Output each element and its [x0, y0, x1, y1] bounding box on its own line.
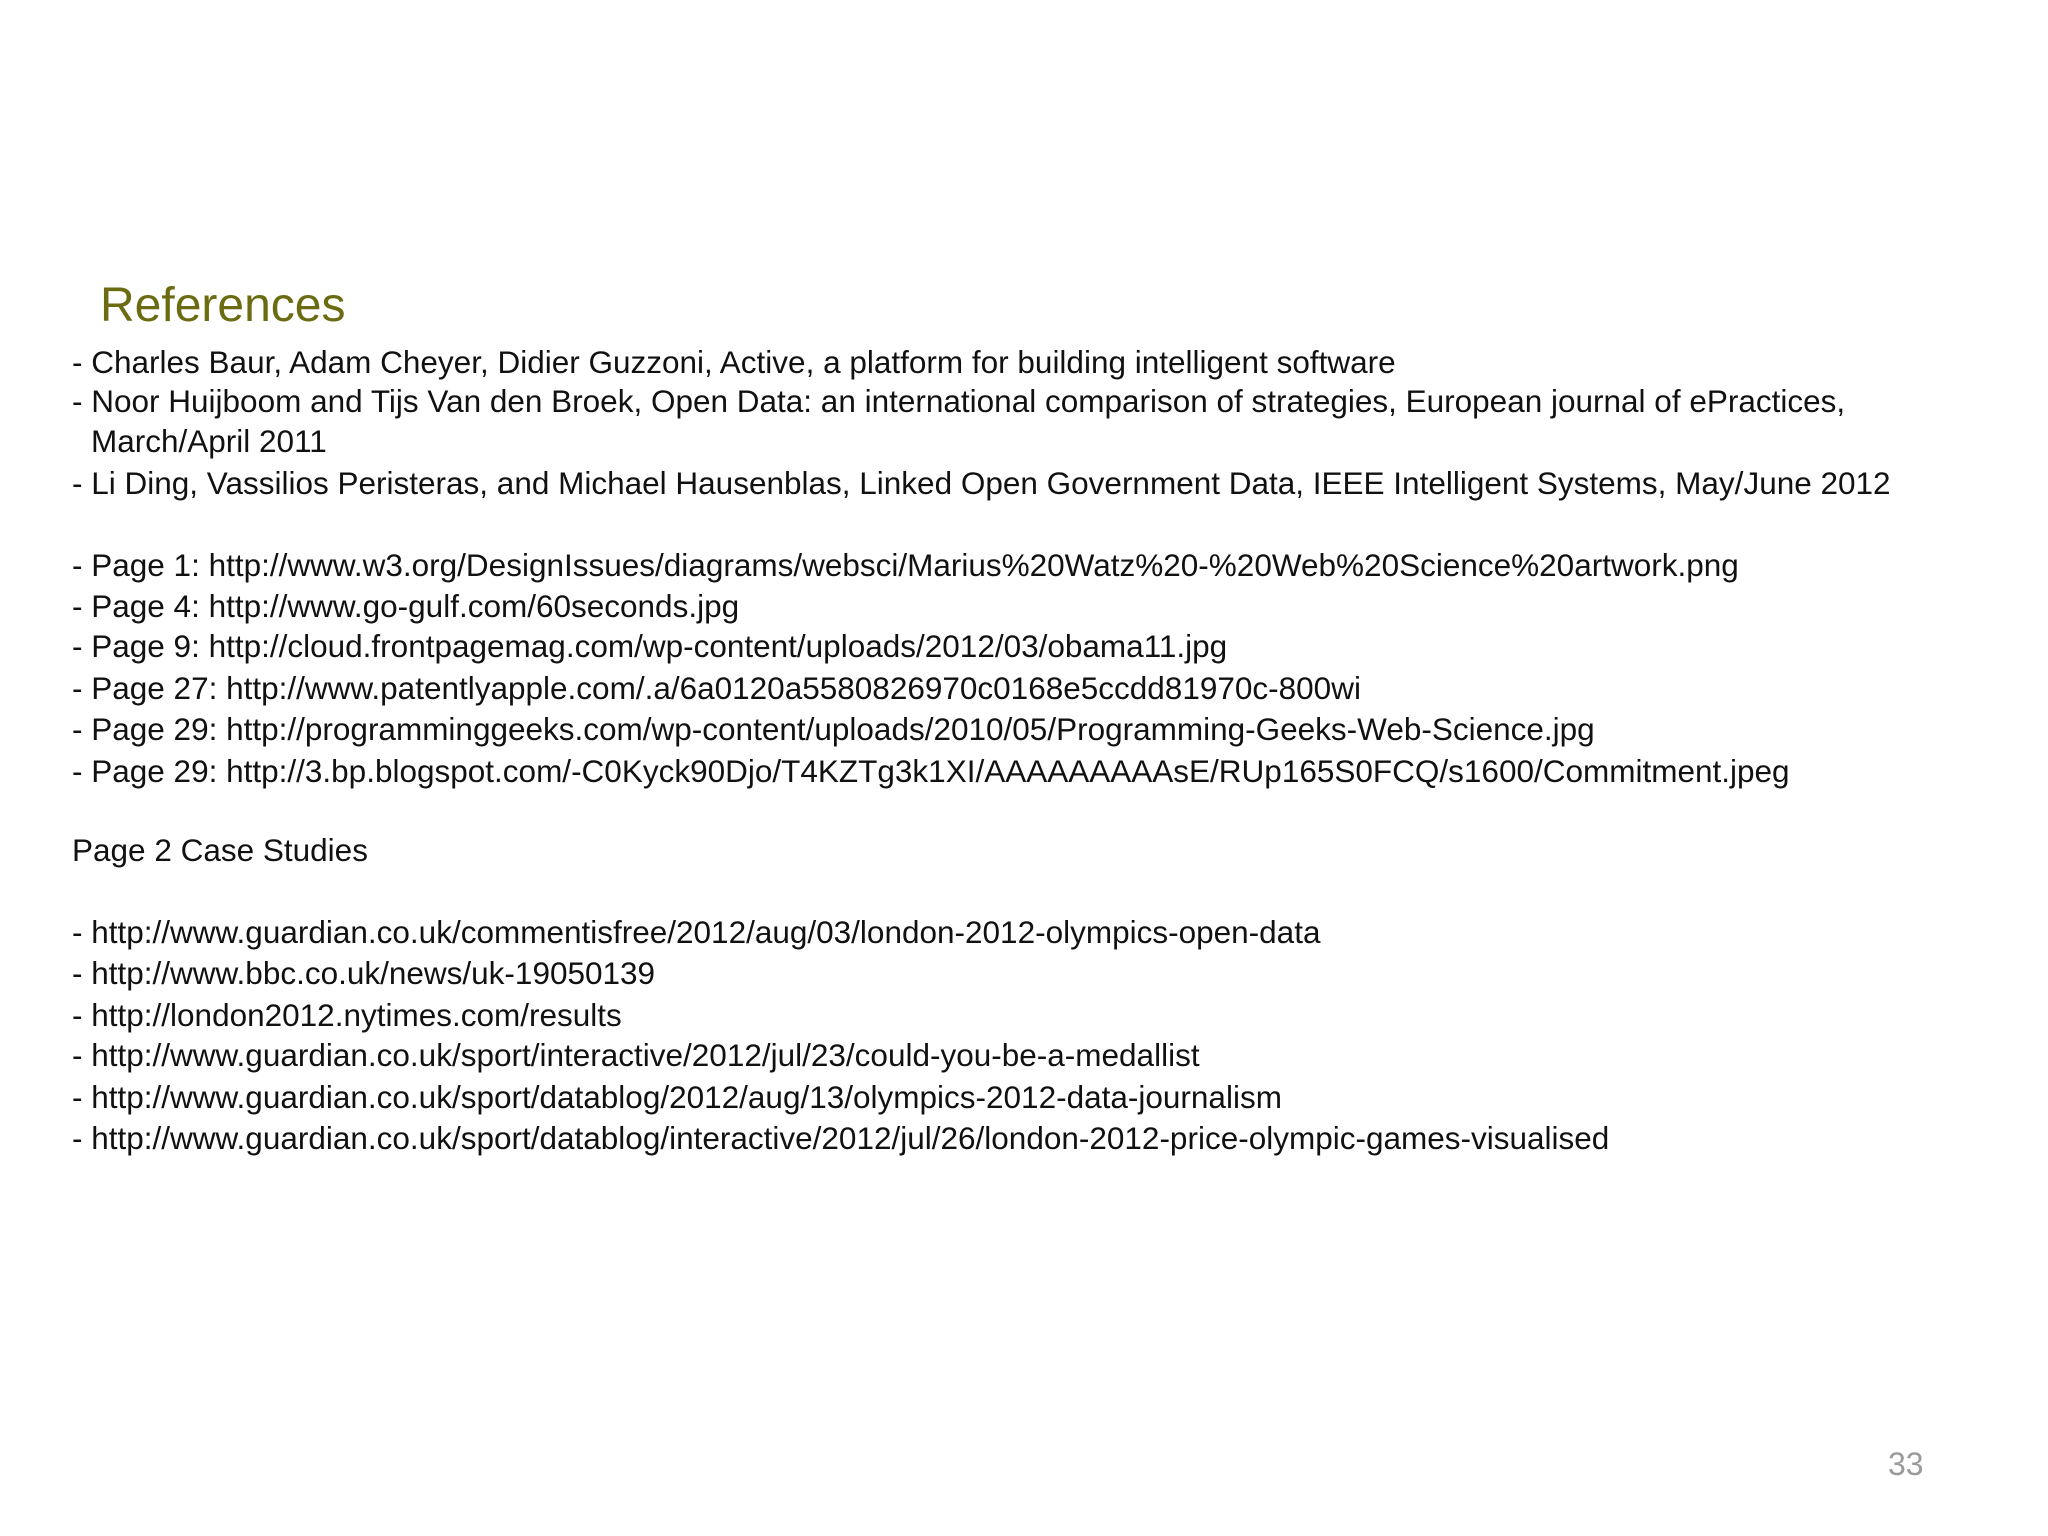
- case-study-link: - http://www.guardian.co.uk/sport/datablog/interactive/2012/jul/26/london-2012-price-olympic-games-visualised: [72, 1120, 1610, 1156]
- page-number: 33: [1888, 1446, 1924, 1482]
- image-source-item: - Page 27: http://www.patentlyapple.com/.a/6a0120a5580826970c0168e5ccdd81970c-800wi: [72, 670, 1361, 706]
- case-study-link: - http://www.bbc.co.uk/news/uk-19050139: [72, 955, 656, 991]
- slide-title: References: [100, 279, 346, 332]
- case-studies-heading: Page 2 Case Studies: [72, 832, 368, 868]
- image-source-item: - Page 29: http://3.bp.blogspot.com/-C0Kyck90Djo/T4KZTg3k1XI/AAAAAAAAAsE/RUp165S0FCQ/s1600/Commitment.jpeg: [72, 753, 1790, 789]
- case-study-link: - http://www.guardian.co.uk/sport/interactive/2012/jul/23/could-you-be-a-medallist: [72, 1037, 1200, 1073]
- reference-item: - Li Ding, Vassilios Peristeras, and Michael Hausenblas, Linked Open Government Data, IEEE Intelligent Systems, May/June 2012: [72, 465, 1891, 501]
- image-source-item: - Page 9: http://cloud.frontpagemag.com/wp-content/uploads/2012/03/obama11.jpg: [72, 628, 1228, 664]
- reference-item: - Noor Huijboom and Tijs Van den Broek, Open Data: an international comparison of strategies, European journal of ePractices,: [72, 383, 1846, 419]
- reference-item: - Charles Baur, Adam Cheyer, Didier Guzzoni, Active, a platform for building intelligent software: [72, 344, 1396, 380]
- case-study-link: - http://london2012.nytimes.com/results: [72, 997, 622, 1033]
- image-source-item: - Page 4: http://www.go-gulf.com/60seconds.jpg: [72, 588, 740, 624]
- image-source-item: - Page 1: http://www.w3.org/DesignIssues/diagrams/websci/Marius%20Watz%20-%20Web%20Science%20artwork.png: [72, 547, 1739, 583]
- reference-item-continuation: March/April 2011: [91, 423, 327, 459]
- case-study-link: - http://www.guardian.co.uk/sport/datablog/2012/aug/13/olympics-2012-data-journalism: [72, 1079, 1282, 1115]
- image-source-item: - Page 29: http://programminggeeks.com/wp-content/uploads/2010/05/Programming-Geeks-Web-Science.jpg: [72, 711, 1595, 747]
- case-study-link: - http://www.guardian.co.uk/commentisfree/2012/aug/03/london-2012-olympics-open-data: [72, 914, 1321, 950]
